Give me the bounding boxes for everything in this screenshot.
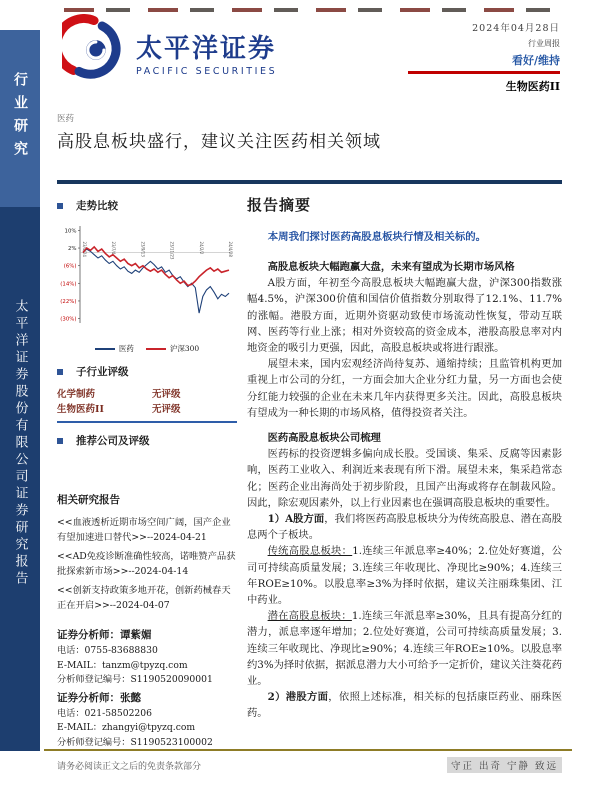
svg-text:(6%): (6%) xyxy=(63,263,77,270)
title-divider xyxy=(57,180,562,184)
svg-text:23/7/4: 23/7/4 xyxy=(111,241,117,255)
brand-name-cn: 太平洋证券 xyxy=(136,33,277,64)
subrating-value: 无评级 xyxy=(152,389,181,400)
industry-name: 生物医药II xyxy=(505,79,560,93)
analyst-card xyxy=(57,690,237,751)
summary-paragraph: 1）A股方面，我们将医药高股息板块分为传统高股息、潜在高股息两个子板块。 xyxy=(247,513,563,542)
subrating-row xyxy=(57,402,237,417)
svg-text:24/2/2: 24/2/2 xyxy=(198,241,204,255)
sidebar-industry-research-label: 行业研究 xyxy=(12,72,28,164)
summary-paragraph: 展望未来，国内宏观经济尚待复苏、通缩持续；且监管机构更加重视上市公司的分红，一方面会加大企业分红力量，另一方面也会使分红能力较强的企业在未来几年内获得更多关注。因此，高股息板块有望成为一种长期的市场风格，值得投资者关注。 xyxy=(247,358,562,419)
summary-paragraph: 传统高股息板块：1.连续三年派息率≥40%；2.位处好赛道，公司可持续高质量发展；3.连续三年收现比、净现比≥90%；4.连续三年ROE≥10%。以股息率≥3%为择时依据，建议关注丽珠集团、江中药业。 xyxy=(247,545,562,607)
section-bullet-icon xyxy=(57,369,63,375)
related-report-item: <<AD免疫诊断准确性较高，诺唯赞产品获批探索新市场>>--2024-04-14 xyxy=(57,551,236,577)
summary-heading: 医药高股息板块公司梳理 xyxy=(267,432,381,445)
report-title: 高股息板块盛行，建议关注医药相关领域 xyxy=(57,132,381,152)
subrating-name: 化学制药 xyxy=(57,389,96,400)
recommend-section-header xyxy=(57,433,237,448)
report-type: 行业周报 xyxy=(528,39,560,48)
summary-paragraph: 潜在高股息板块：1.连续三年派息率≥30%，且具有提高分红的潜力，派息率逐年增加；2.位处好赛道，公司可持续高质量发展；3.连续三年收现比、净现比≥90%；4.连续三年ROE≥10%。以股息率约3%为择时依据，据派息潜力大小可给予一定折价，建议关注葵花药业。 xyxy=(247,610,563,688)
industry-rating: 看好/维持 xyxy=(511,54,560,67)
report-date: 2024年04月28日 xyxy=(472,23,560,34)
trend-chart xyxy=(57,221,237,354)
summary-paragraphs xyxy=(247,259,562,722)
svg-text:24/4/28: 24/4/28 xyxy=(228,241,233,257)
svg-text:2%: 2% xyxy=(67,246,77,253)
section-bullet-icon xyxy=(57,203,63,209)
analyst-name: 证券分析师：谭紫媚 xyxy=(57,629,152,641)
analyst-detail: 分析师登记编号：S1190523100002 xyxy=(57,736,213,748)
legend-item xyxy=(146,343,199,354)
subrating-table xyxy=(57,387,237,423)
trend-section-title: 走势比较 xyxy=(76,200,118,212)
left-column xyxy=(57,194,237,752)
legend-item xyxy=(95,343,134,354)
svg-text:(22%): (22%) xyxy=(60,298,77,305)
summary-column xyxy=(247,194,562,752)
svg-text:(30%): (30%) xyxy=(60,316,77,323)
svg-text:10%: 10% xyxy=(64,228,77,235)
summary-paragraph: 2）港股方面，依照上述标准，相关标的包括康臣药业、丽珠医药。 xyxy=(247,691,562,720)
analyst-detail: 电话：021-58502206 xyxy=(57,707,152,719)
brand-name-en: PACIFIC SECURITIES xyxy=(136,65,278,77)
analyst-detail: E-MAIL：zhangyi@tpyzq.com xyxy=(57,722,196,733)
pacific-securities-logo xyxy=(62,14,277,90)
footer-disclaimer: 请务必阅读正文之后的免责条款部分 xyxy=(57,761,202,772)
category-label: 医药 xyxy=(57,114,75,124)
related-report-item: <<创新支持政策多地开花，创新药械春天正在开启>>--2024-04-07 xyxy=(57,585,231,611)
summary-paragraph: A股方面，年初至今高股息板块大幅跑赢大盘，沪深300指数涨幅4.5%，沪深300价值和国信价值指数分别取得了12.1%、11.7%的涨幅。港股方面，近期外资驱动致使市场流动性恢复，带动互联网、医药等行业上涨；相对外资较高的资金成本，港股高股息率对内地资金的吸引力更强，因此，高股息板块或将进行跟涨。 xyxy=(247,277,562,355)
legend-swatch xyxy=(146,348,166,350)
analyst-detail: 分析师登记编号：S1190520090001 xyxy=(57,674,213,685)
sidebar-company-band xyxy=(0,207,40,751)
logo-text xyxy=(136,28,277,77)
legend-swatch xyxy=(95,348,115,350)
related-report-item: <<血液透析近期市场空间广阔，国产企业有望加速进口替代>>--2024-04-21 xyxy=(57,517,231,543)
footer-divider xyxy=(44,749,572,751)
analyst-detail: 电话：0755-83688830 xyxy=(57,645,158,656)
chart-legend xyxy=(57,343,237,354)
subrating-row xyxy=(57,387,237,402)
svg-text:23/9/13: 23/9/13 xyxy=(140,241,146,257)
paragraph-lead: 传统高股息板块： xyxy=(267,545,353,558)
analyst-name: 证券分析师：张懿 xyxy=(57,691,141,704)
series-line-医药 xyxy=(83,249,229,313)
sidebar-industry-research-band xyxy=(0,30,40,207)
subrating-name: 生物医药II xyxy=(57,404,104,415)
footer xyxy=(57,757,562,773)
left-sidebar xyxy=(0,30,40,751)
svg-text:(14%): (14%) xyxy=(60,281,77,288)
svg-text:23/11/23: 23/11/23 xyxy=(169,241,175,260)
red-divider xyxy=(408,71,560,74)
legend-label: 沪深300 xyxy=(169,344,200,353)
recommend-section-title: 推荐公司及评级 xyxy=(76,435,150,447)
summary-paragraph: 医药标的投资逻辑多偏向成长股。受国谈、集采、反腐等因素影响，医药工业收入、利润近来表现有所下滑。展望未来，集采趋常态化；医药企业出海尚处于初步阶段，且国产出海或将存在制裁风险。因此，除宏观因素外，以上行业因素也在强调高股息板块的重要性。 xyxy=(247,448,562,509)
pacific-swirl-icon xyxy=(62,14,128,90)
related-reports-title: 相关研究报告 xyxy=(57,494,120,506)
trend-chart-plot xyxy=(57,221,237,337)
related-reports-list xyxy=(57,515,237,613)
summary-heading: 高股息板块大幅跑赢大盘，未来有望成为长期市场风格 xyxy=(267,261,515,273)
sidebar-company-label: 太平洋证券股份有限公司证券研究报告 xyxy=(12,299,28,588)
trend-section-header xyxy=(57,198,237,213)
summary-title: 报告摘要 xyxy=(247,196,312,214)
svg-text:23/4/24: 23/4/24 xyxy=(82,241,87,257)
section-bullet-icon xyxy=(57,438,63,444)
analyst-detail: E-MAIL：tanzm@tpyzq.com xyxy=(57,659,188,671)
page-top-scan-artifact xyxy=(64,8,560,12)
footer-motto: 守正 出奇 宁静 致远 xyxy=(447,757,562,773)
subrating-value: 无评级 xyxy=(152,404,181,415)
header-meta xyxy=(330,20,560,94)
analysts-block xyxy=(57,627,237,750)
paragraph-lead: 2）港股方面 xyxy=(267,691,329,704)
legend-label: 医药 xyxy=(118,344,134,353)
paragraph-lead: 潜在高股息板块： xyxy=(267,610,352,623)
paragraph-lead: 1）A股方面 xyxy=(267,513,325,526)
subrating-section-header xyxy=(57,364,237,379)
summary-lead: 本周我们探讨医药高股息板块行情及相关标的。 xyxy=(267,231,486,243)
analyst-card xyxy=(57,627,237,688)
subrating-section-title: 子行业评级 xyxy=(76,366,129,378)
